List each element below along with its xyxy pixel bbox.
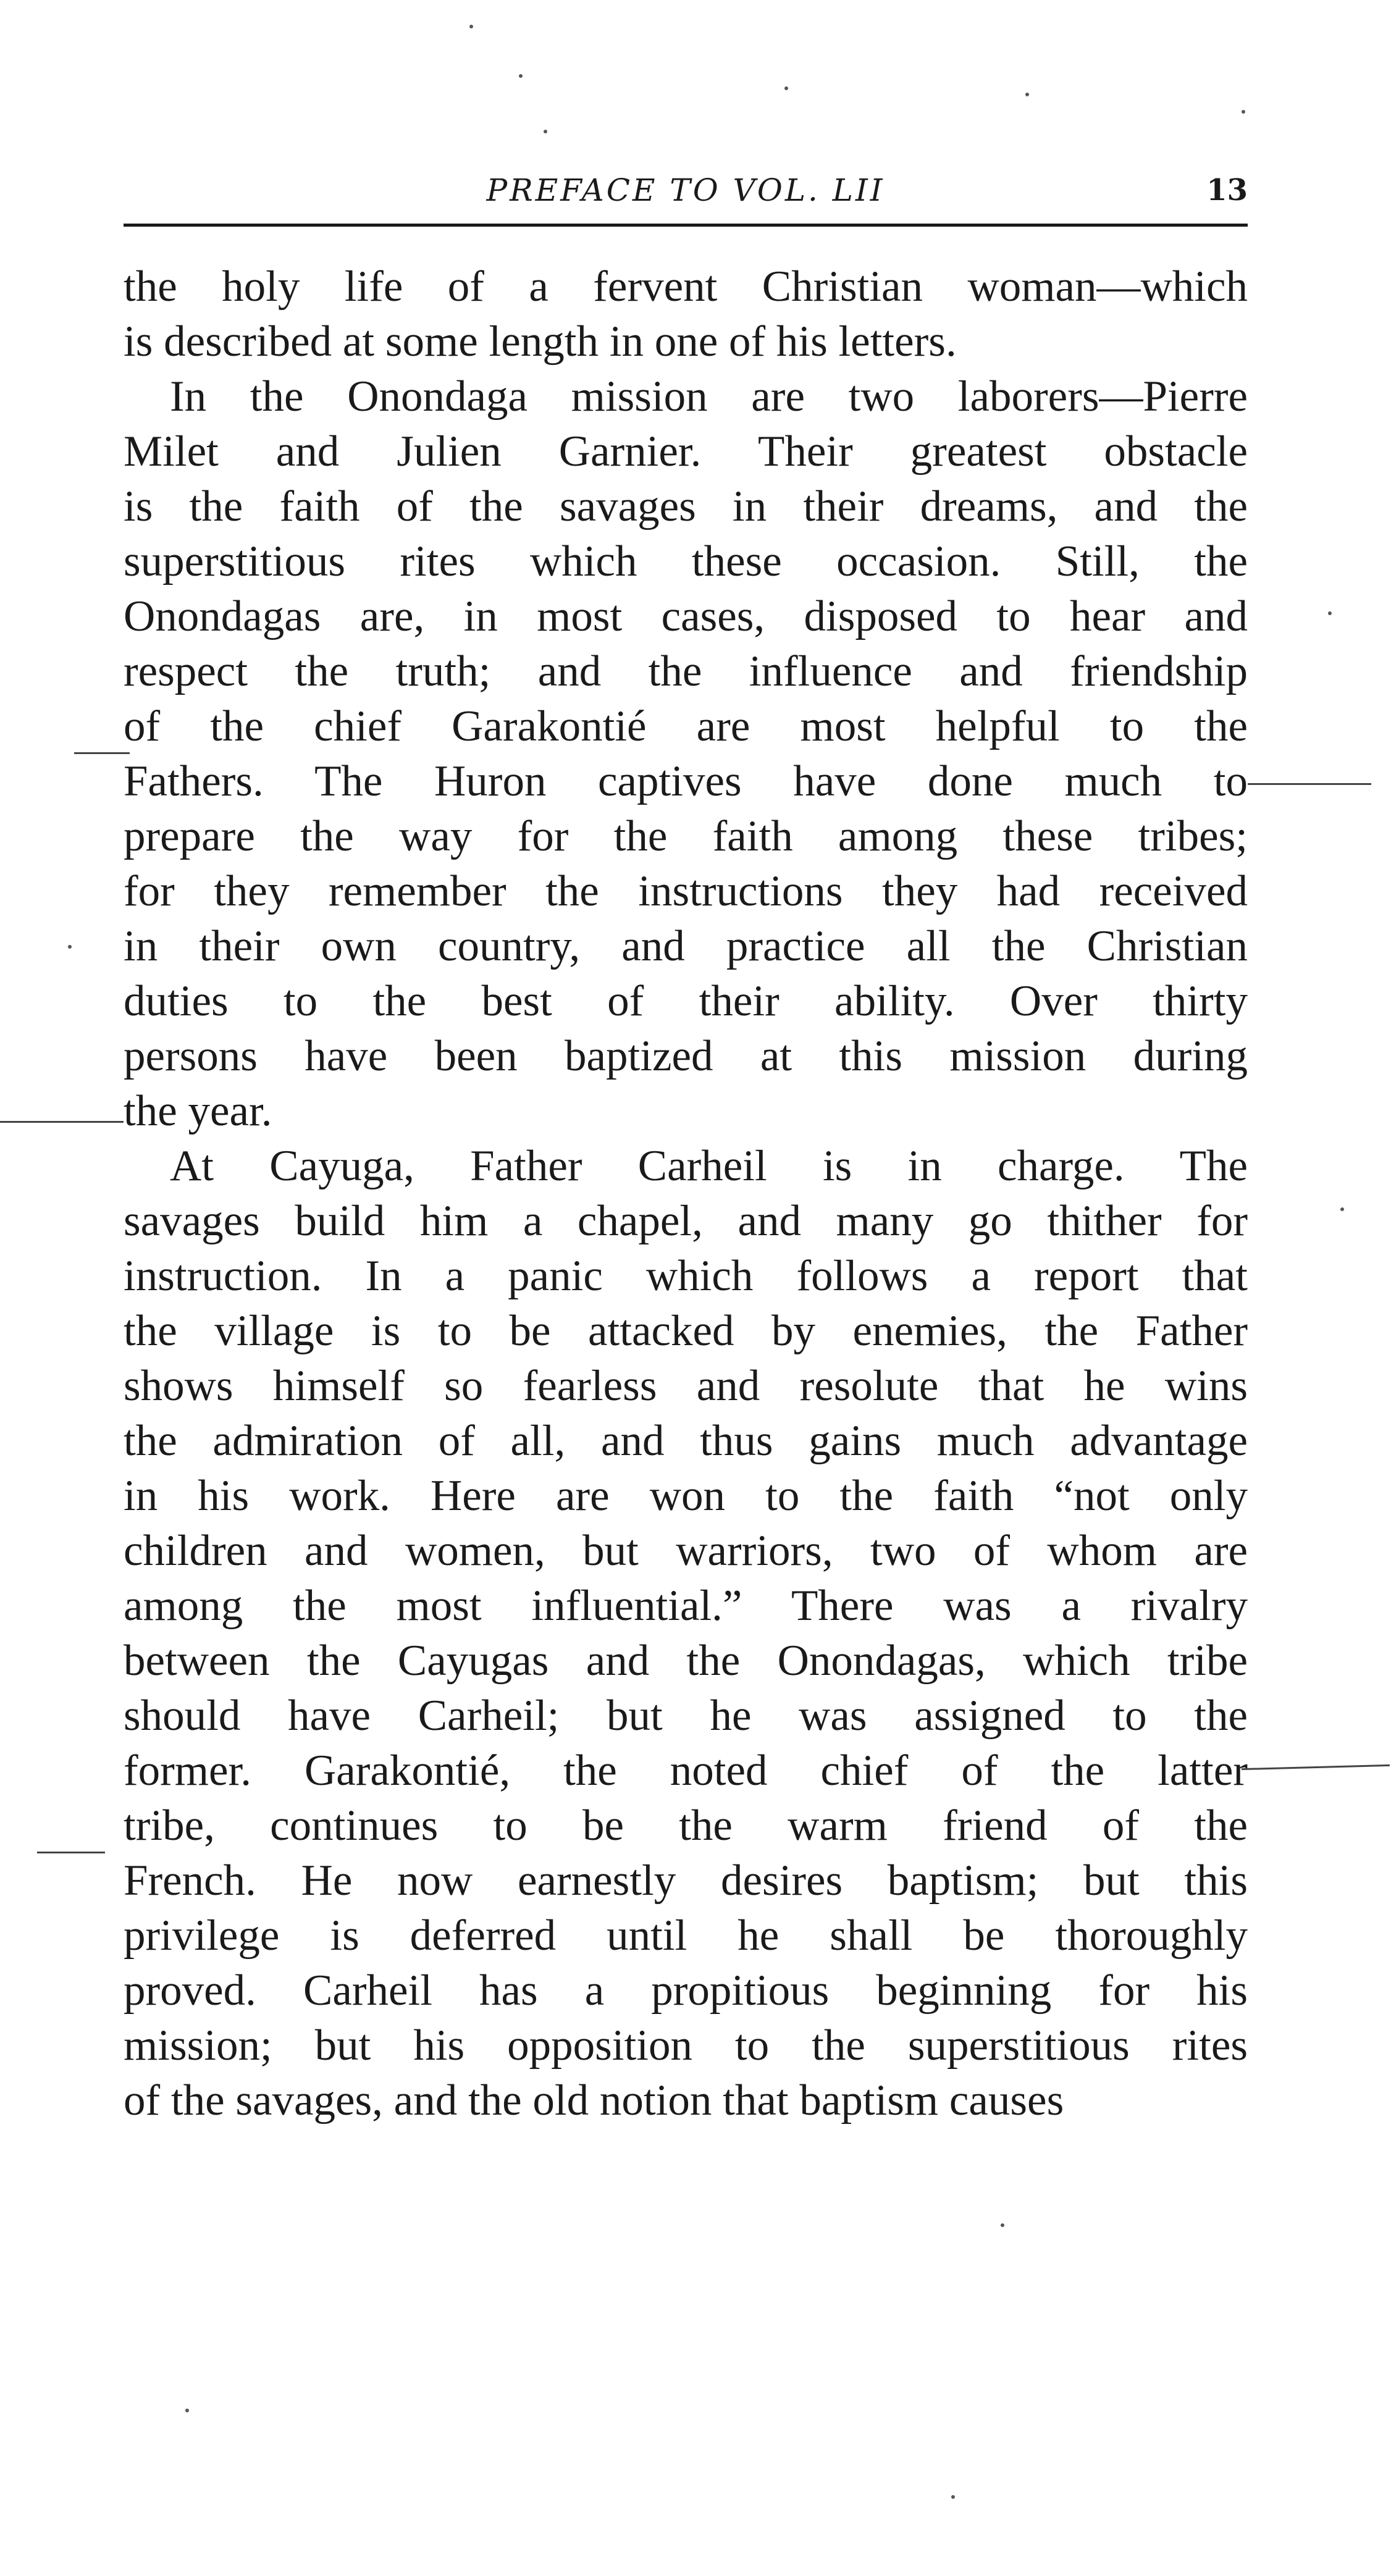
text-line: Fathers. The Huron captives have done much to: [124, 757, 1248, 805]
text-line: in his work. Here are won to the faith “not only: [124, 1472, 1248, 1520]
text-line: savages build him a chapel, and many go thither for: [124, 1197, 1248, 1245]
scan-speck: [1242, 110, 1245, 114]
text-line: should have Carheil; but he was assigned to the: [124, 1692, 1248, 1740]
text-line: the village is to be attacked by enemies, the Father: [124, 1307, 1248, 1355]
scan-speck: [469, 25, 473, 28]
header-rule: [124, 224, 1248, 227]
text-line: proved. Carheil has a propitious beginning for his: [124, 1966, 1248, 2015]
text-line: privilege is deferred until he shall be thoroughly: [124, 1911, 1248, 1960]
scan-speck: [784, 86, 788, 90]
text-line: In the Onondaga mission are two laborers—Pierre: [170, 372, 1248, 421]
page-number: 13: [1206, 173, 1248, 208]
text-line: French. He now earnestly desires baptism; but this: [124, 1856, 1248, 1905]
text-line: duties to the best of their ability. Over thirty: [124, 977, 1248, 1025]
text-line: mission; but his opposition to the superstitious rites: [124, 2021, 1248, 2070]
page-header: [124, 166, 1248, 215]
scan-speck: [185, 2409, 189, 2412]
text-line: the holy life of a fervent Christian woman—which: [124, 262, 1248, 311]
text-line: persons have been baptized at this mission during: [124, 1032, 1248, 1080]
scan-speck: [951, 2495, 955, 2499]
scan-mark: [1242, 1764, 1390, 1770]
text-line: Onondagas are, in most cases, disposed to hear and: [124, 592, 1248, 640]
text-line: shows himself so fearless and resolute that he wins: [124, 1362, 1248, 1410]
text-line: the admiration of all, and thus gains much advantage: [124, 1417, 1248, 1465]
scan-mark: [1248, 783, 1371, 785]
scan-speck: [1001, 2223, 1004, 2227]
scan-speck: [1025, 93, 1029, 96]
text-line: for they remember the instructions they had received: [124, 867, 1248, 915]
scan-mark: [37, 1852, 105, 1853]
body-text: [124, 259, 1248, 2128]
text-line: instruction. In a panic which follows a report that: [124, 1252, 1248, 1300]
text-line: children and women, but warriors, two of whom are: [124, 1527, 1248, 1575]
text-line: of the savages, and the old notion that baptism causes: [124, 2076, 1064, 2125]
scan-speck: [1328, 611, 1332, 615]
scan-mark: [74, 752, 130, 754]
text-line: tribe, continues to be the warm friend of the: [124, 1802, 1248, 1850]
text-line: of the chief Garakontié are most helpful to the: [124, 702, 1248, 750]
text-line: is described at some length in one of his letters.: [124, 317, 957, 366]
text-line: former. Garakontié, the noted chief of the latter: [124, 1747, 1248, 1795]
scan-speck: [1340, 1207, 1344, 1211]
text-line: between the Cayugas and the Onondagas, which tribe: [124, 1637, 1248, 1685]
text-line: respect the truth; and the influence and friendship: [124, 647, 1248, 695]
text-line: At Cayuga, Father Carheil is in charge. The: [170, 1142, 1248, 1190]
text-line: prepare the way for the faith among these tribes;: [124, 812, 1248, 860]
text-line: the year.: [124, 1087, 272, 1135]
scan-speck: [68, 945, 72, 949]
text-line: among the most influential.” There was a rivalry: [124, 1582, 1248, 1630]
text-line: in their own country, and practice all the Christian: [124, 922, 1248, 970]
text-line: is the faith of the savages in their dreams, and the: [124, 482, 1248, 531]
scan-mark: [0, 1121, 124, 1123]
text-line: Milet and Julien Garnier. Their greatest obstacle: [124, 427, 1248, 476]
scan-speck: [519, 74, 523, 78]
scan-speck: [544, 130, 547, 133]
text-line: superstitious rites which these occasion. Still, the: [124, 537, 1248, 585]
running-title: PREFACE TO VOL. LII: [486, 172, 885, 208]
